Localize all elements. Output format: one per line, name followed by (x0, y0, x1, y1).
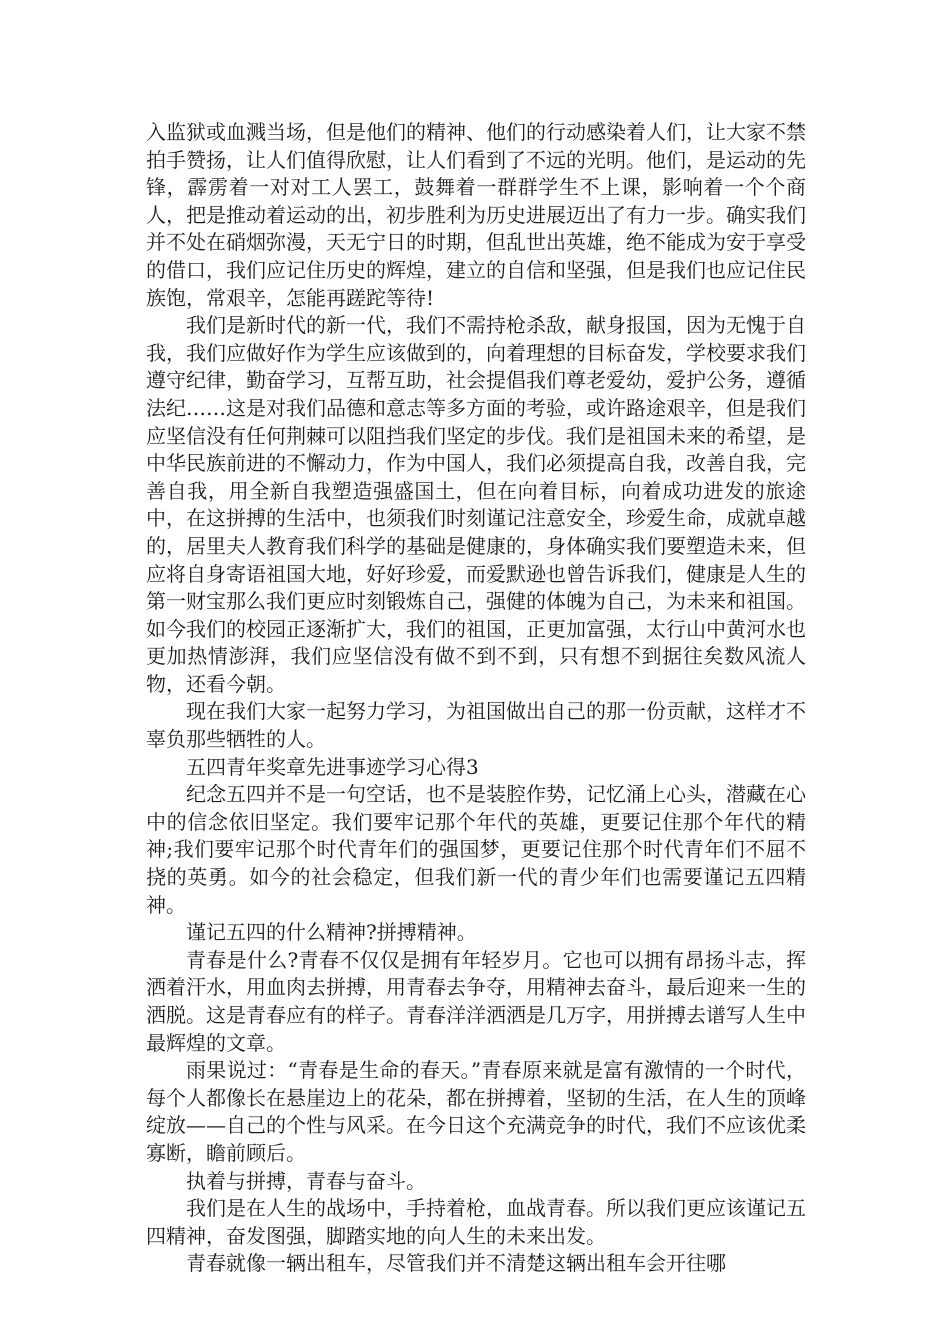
paragraph: 青春就像一辆出租车，尽管我们并不清楚这辆出租车会开往哪 (186, 1251, 726, 1276)
paragraph: 我们是在人生的战场中，手持着枪，血战青春。所以我们更应该谨记五四精神，奋发图强，脚踏实地的向人生的未来出发。 (146, 1196, 806, 1248)
paragraph: 谨记五四的什么精神?拼搏精神。 (186, 920, 477, 945)
section-heading: 五四青年奖章先进事迹学习心得3 (186, 754, 479, 779)
paragraph: 执着与拼搏，青春与奋斗。 (186, 1168, 426, 1193)
paragraph: 我们是新时代的新一代，我们不需持枪杀敌，献身报国，因为无愧于自我，我们应做好作为学生应该做到的，向着理想的目标奋发，学校要求我们遵守纪律，勤奋学习，互帮互助，社会提倡我们尊老爱幼，爱护公务，遵循法纪……这是对我们品德和意志等多方面的考验，或许路途艰辛，但是我们应坚信没有任何荆棘可以阻挡我们坚定的步伐。我们是祖国未来的希望，是中华民族前进的不懈动力，作为中国人，我们必须提高自我，改善自我，完善自我，用全新自我塑造强盛国土，但在向着目标，向着成功进发的旅途中，在这拼搏的生活中，也须我们时刻谨记注意安全，珍爱生命，成就卓越的，居里夫人教育我们科学的基础是健康的，身体确实我们要塑造未来，但应将自身寄语祖国大地，好好珍爱，而爱默逊也曾告诉我们，健康是人生的第一财宝那么我们更应时刻锻炼自己，强健的体魄为自己，为未来和祖国。如今我们的校园正逐渐扩大，我们的祖国，正更加富强，太行山中黄河水也更加热情澎湃，我们应坚信没有做不到不到，只有想不到据往矣数风流人物，还看今朝。 (146, 313, 806, 696)
paragraph: 青春是什么?青春不仅仅是拥有年轻岁月。它也可以拥有昂扬斗志，挥洒着汗水，用血肉去拼搏，用青春去争夺，用精神去奋斗，最后迎来一生的洒脱。这是青春应有的样子。青春洋洋洒洒是几万字，用拼搏去谱写人生中最辉煌的文章。 (146, 947, 806, 1055)
body-text (146, 119, 806, 1278)
paragraph: 入监狱或血溅当场，但是他们的精神、他们的行动感染着人们，让大家不禁拍手赞扬，让人们值得欣慰，让人们看到了不远的光明。他们，是运动的先锋，霹雳着一对对工人罢工，鼓舞着一群群学生不上课，影响着一个个商人，把是推动着运动的出，初步胜利为历史进展迈出了有力一步。确实我们并不处在硝烟弥漫，天无宁日的时期，但乱世出英雄，绝不能成为安于享受的借口，我们应记住历史的辉煌，建立的自信和坚强，但是我们也应记住民族饱，常艰辛，怎能再蹉跎等待! (146, 120, 806, 310)
paragraph: 雨果说过：“青春是生命的春天。”青春原来就是富有激情的一个时代，每个人都像长在悬崖边上的花朵，都在拼搏着，坚韧的生活，在人生的顶峰绽放——自己的个性与风采。在今日这个充满竞争的时代，我们不应该优柔寡断，瞻前顾后。 (146, 1058, 806, 1165)
paragraph: 纪念五四并不是一句空话，也不是装腔作势，记忆涌上心头，潜藏在心中的信念依旧坚定。我们要牢记那个年代的英雄，更要记住那个年代的精神;我们要牢记那个时代青年们的强国梦，更要记住那个时代青年们不屈不挠的英勇。如今的社会稳定，但我们新一代的青少年们也需要谨记五四精神。 (146, 782, 806, 917)
paragraph: 现在我们大家一起努力学习，为祖国做出自己的那一份贡献，这样才不辜负那些牺牲的人。 (146, 699, 806, 752)
